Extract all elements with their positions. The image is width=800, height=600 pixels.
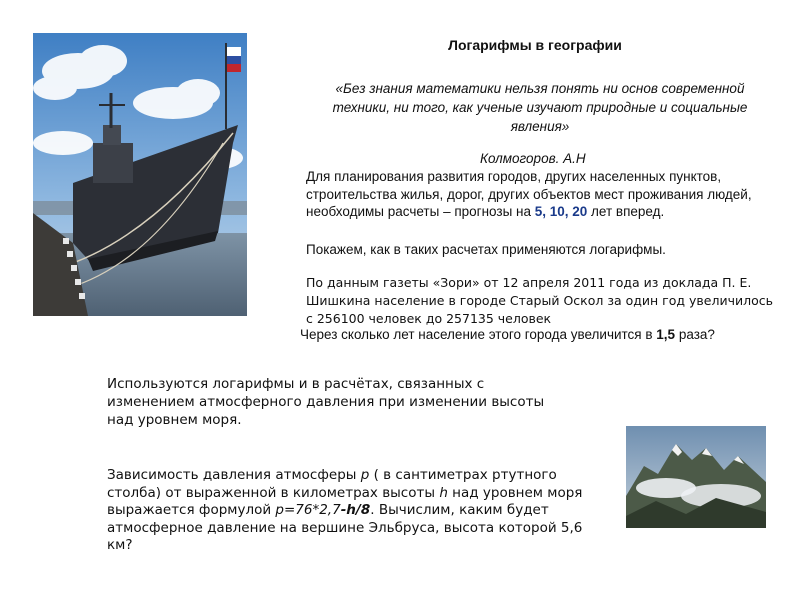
formula-base: р=76*2,7 (275, 502, 341, 518)
planning-text-b: лет вперед. (587, 204, 665, 219)
population-question (300, 327, 770, 342)
para2-text-c: над уровнем моря выражается формулой (107, 484, 583, 518)
para2-text-a: Зависимость давления атмосферы (107, 467, 361, 483)
planning-text-a: Для планирования развития городов, других населенных пунктов, строительства жилья, дорог, других объектов мест проживания людей, необходимы расчеты – прогнозы на (306, 169, 752, 219)
planning-paragraph (306, 168, 776, 221)
logarithm-usage-note: Покажем, как в таких расчетах применяются логарифмы. (306, 242, 666, 257)
pressure-intro-paragraph: Используются логарифмы и в расчётах, связанных с изменением атмосферного давления при изменении высоты над уровнем моря. (107, 376, 545, 428)
warship-image (33, 33, 247, 316)
formula-exponent: -h/8 (340, 502, 371, 518)
variable-p: р (360, 467, 370, 483)
quote-author: Колмогоров. А.Н (480, 151, 586, 166)
para2-text-b: ( в сантиметрах ртутного столба) от выраженной в километрах высоты (107, 467, 557, 501)
newspaper-data-paragraph: По данным газеты «Зори» от 12 апреля 2011 года из доклада П. Е. Шишкина население в городе Старый Оскол за один год увеличилось с 256100 человек до 257135 человек (306, 275, 773, 326)
question-factor: 1,5 (656, 327, 676, 342)
epigraph-quote: «Без знания математики нельзя понять ни основ современной техники, ни того, как ученые изучают природные и социальные явления» (332, 81, 748, 134)
mountain-photo (626, 426, 766, 528)
question-text-b: раза? (675, 327, 715, 342)
planning-years: 5, 10, 20 (534, 204, 588, 219)
question-text-a: Через сколько лет население этого города увеличится в (300, 327, 657, 342)
pressure-formula-paragraph (107, 467, 607, 555)
slide-title: Логарифмы в географии (448, 37, 622, 53)
mountain-image (626, 426, 766, 528)
para2-text-d: . Вычислим, каким будет атмосферное давление на вершине Эльбруса, высота которой 5,6 км? (107, 502, 583, 553)
warship-photo (33, 33, 247, 316)
variable-h: h (439, 484, 448, 501)
